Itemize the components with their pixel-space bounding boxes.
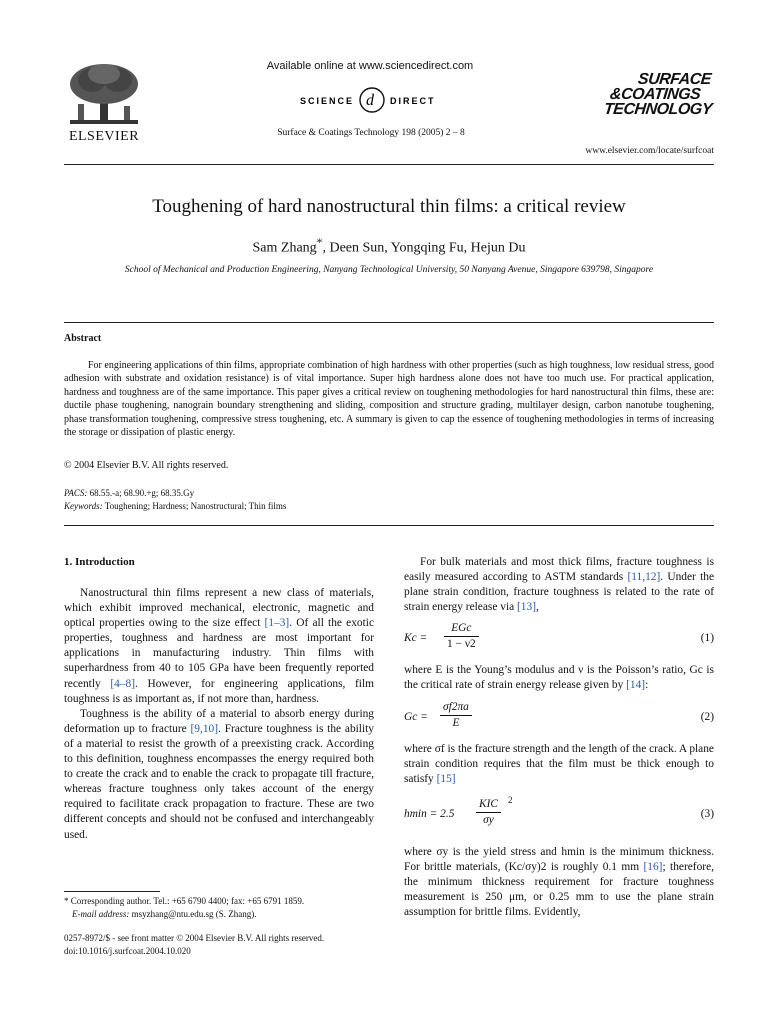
email-label: E-mail address: (72, 908, 130, 919)
intro-paragraph-2: Toughness is the ability of a material to absorb energy during deformation up to fracture [9,10]. Fracture toughness is the ability of a material to resist the growth of a preexisting crack. According to this definition, toughness encompasses the energy required both to create the crack and to enable the crack to propagate till fracture, whereas fracture toughness only takes account of the energy required to facilitate crack propagation to fracture. These are two different concepts and should not be confused and interchangeably used. (64, 707, 375, 841)
left-column (64, 586, 374, 843)
abstract-top-divider (64, 322, 714, 323)
doi-line[interactable]: doi:10.1016/j.surfcoat.2004.10.020 (64, 945, 191, 956)
journal-reference: Surface & Coatings Technology 198 (2005) 2 – 8 (277, 128, 465, 138)
footnote (64, 895, 384, 920)
equation-2-numerator: σf2πa (440, 700, 472, 716)
abstract-copyright: © 2004 Elsevier B.V. All rights reserved. (64, 460, 229, 471)
citation-link[interactable]: [11,12] (627, 571, 661, 584)
citation-link[interactable]: [13] (517, 601, 536, 614)
journal-logo-line3: TECHNOLOGY (603, 101, 713, 118)
equation-2-fraction (440, 700, 472, 731)
equation-3 (404, 793, 714, 839)
pacs-label: PACS: (64, 488, 88, 498)
article-title: Toughening of hard nanostructural thin films: a critical review (152, 196, 626, 217)
journal-logo-line2: &COATINGS (609, 86, 702, 103)
header-divider (64, 164, 714, 165)
sciencedirect-logo (262, 78, 480, 118)
keywords-label: Keywords: (64, 501, 103, 511)
article-authors (64, 236, 714, 257)
right-paragraph-4: where σy is the yield stress and hmin is the minimum thickness. For brittle materials, (Kc/σy)2 is roughly 0.1 mm [16]; therefore, the minimum thickness requirement for fracture toughness measurement is 250 μm, or 0.25 mm to use the plane strain assumption for brittle films. Evidently, (404, 845, 714, 919)
right-paragraph-3: where σf is the fracture strength and the length of the crack. A plane strain condition requires that the film must be thick enough to satisfy [15] (404, 742, 714, 785)
equation-1 (404, 621, 714, 657)
sd-logo-right: DIRECT (390, 96, 436, 106)
author-rest: , Deen Sun, Yongqing Fu, Hejun Du (322, 240, 526, 256)
equation-2-denominator: E (452, 716, 460, 729)
journal-logo (604, 72, 716, 117)
front-matter-line: 0257-8972/$ - see front matter © 2004 Elsevier B.V. All rights reserved. (64, 933, 325, 943)
right-paragraph-2: where E is the Young’s modulus and ν is the Poisson’s ratio, Gc is the critical rate of strain energy release given by [14]: (404, 664, 714, 692)
right-column (404, 555, 714, 920)
email-note (64, 908, 384, 921)
citation-link[interactable]: [9,10] (190, 722, 219, 735)
pacs-line (64, 488, 194, 498)
citation-link[interactable]: [16] (643, 860, 663, 873)
equation-3-label: (3) (700, 807, 714, 820)
equation-1-numerator: EGc (444, 621, 479, 637)
citation-link[interactable]: [14] (626, 679, 646, 692)
sd-logo-left: SCIENCE (300, 96, 355, 106)
corresponding-author-note: * Corresponding author. Tel.: +65 6790 4400; fax: +65 6791 1859. (64, 896, 305, 906)
abstract-bottom-divider (64, 525, 714, 526)
author-first: Sam Zhang (252, 240, 317, 256)
equation-3-lhs: hmin = 2.5 (404, 807, 455, 820)
equation-3-denominator: σy (483, 813, 494, 826)
section-heading-introduction: 1. Introduction (64, 556, 135, 568)
equation-1-lhs: Kc = (404, 632, 428, 645)
journal-url-link[interactable]: www.elsevier.com/locate/surfcoat (585, 146, 714, 156)
equation-2-label: (2) (700, 710, 714, 723)
citation-link[interactable]: [4–8] (110, 677, 135, 690)
equation-3-fraction (476, 797, 501, 828)
tree-icon (64, 62, 144, 126)
equation-1-fraction (444, 621, 479, 652)
equation-3-exponent: 2 (508, 794, 513, 805)
citation-link[interactable]: [1–3] (264, 617, 290, 630)
email-value[interactable]: msyzhang@ntu.edu.sg (S. Zhang). (129, 908, 257, 919)
citation-link[interactable]: [15] (436, 772, 456, 785)
intro-paragraph-1: Nanostructural thin films represent a new class of materials, which exhibit improved mechanical, electronic, magnetic and optical properties owing to the size effect [1–3]. Of all the exotic properties, toughness and hardness are most important for applications in manufacturing industry. Thin films with superhardness from 40 to 105 GPa have been frequently reported recently [4–8]. However, for engineering applications, film toughness is as important as, if not more than, hardness. (64, 587, 374, 705)
sd-logo-glyph: d (366, 92, 374, 109)
equation-1-label: (1) (700, 632, 714, 645)
equation-2-lhs: Gc = (404, 710, 428, 723)
footnote-divider (64, 891, 160, 892)
equation-2 (404, 700, 714, 736)
right-paragraph-1: For bulk materials and most thick films, fracture toughness is easily measured according to ASTM standards [11,12]. Under the plane strain condition, fracture toughness is related to the rate of strain energy release via [13], (404, 556, 714, 614)
affiliation: School of Mechanical and Production Engineering, Nanyang Technological University, 50 Nanyang Avenue, Singapore 639798, Singapore (124, 265, 654, 275)
abstract-text: For engineering applications of thin films, appropriate combination of high hardness with other properties (such as high toughness, low residual stress, good adhesion with substrate and oxidation resistance) is of vital importance. Super high hardness alone does not have too much use. For practical application, hardness and toughness are of the same importance. This paper gives a critical review on toughening methodologies for hard nanostructural thin films, these are: ductile phase toughening, nanograin boundary strengthening and sliding, composition and structure grading, multilayer design, carbon nanotube toughening, phase transformation toughening, compressive stress toughening, etc. A summary is given to cap the essence of toughening methodologies in terms of increasing the storage or dissipation of plastic energy. (64, 360, 714, 439)
author-star: * (316, 236, 323, 249)
equation-3-numerator: KIC (476, 797, 501, 813)
journal-logo-line1: SURFACE (637, 71, 712, 88)
keywords-line (64, 501, 286, 511)
elsevier-tree-logo (64, 62, 144, 145)
equation-1-denominator: 1 − ν2 (447, 638, 476, 651)
publisher-name: ELSEVIER (68, 129, 140, 144)
available-online-text: Available online at www.sciencedirect.com (266, 60, 474, 72)
keywords-value: Toughening; Hardness; Nanostructural; Thin films (102, 501, 287, 511)
front-matter-note (64, 932, 384, 957)
abstract-heading: Abstract (64, 333, 102, 344)
pacs-value: 68.55.-a; 68.90.+g; 68.35.Gy (87, 488, 195, 498)
